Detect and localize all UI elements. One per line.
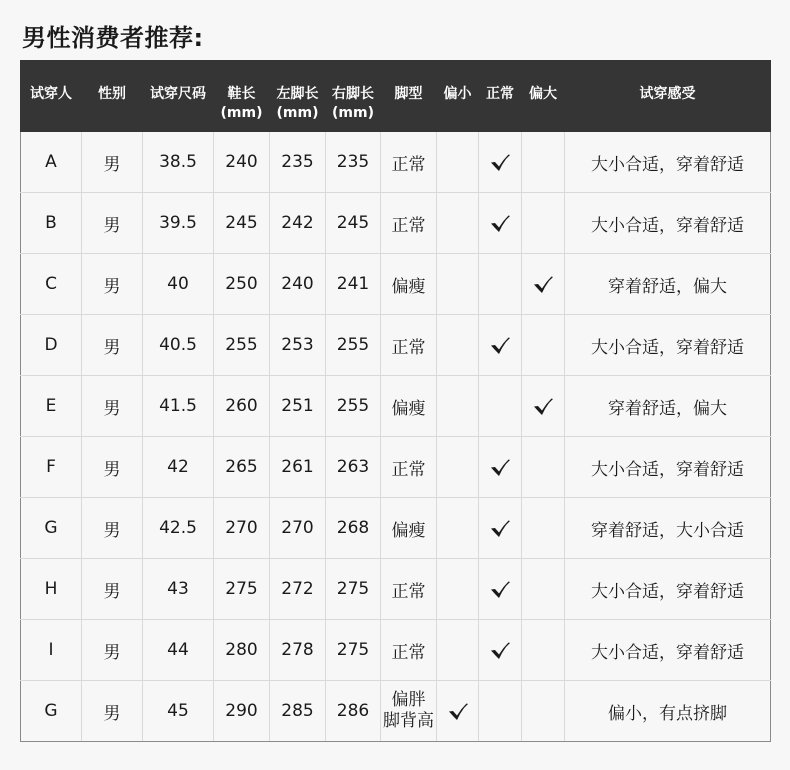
column-header-label: 试穿感受	[639, 86, 696, 102]
cell-fit-small	[437, 132, 479, 193]
checkmark-icon	[532, 395, 554, 417]
column-header-foot_type	[381, 61, 437, 132]
cell-fit-normal	[479, 437, 522, 498]
cell-feeling: 偏小，有点挤脚	[565, 681, 771, 742]
cell-fit-small	[437, 498, 479, 559]
cell-fit-large	[522, 315, 565, 376]
cell-left-foot-length: 285	[270, 681, 326, 742]
cell-right-foot-length: 235	[326, 132, 381, 193]
cell-tester: E	[21, 376, 82, 437]
cell-size: 42.5	[143, 498, 214, 559]
cell-fit-normal	[479, 132, 522, 193]
column-header-large	[522, 61, 565, 132]
foot-type-label: 偏瘦	[391, 398, 426, 419]
checkmark-icon	[489, 517, 511, 539]
cell-size: 44	[143, 620, 214, 681]
cell-size: 43	[143, 559, 214, 620]
cell-size: 39.5	[143, 193, 214, 254]
column-header-label: 试穿尺码	[150, 86, 206, 102]
column-header-label: (mm)	[276, 105, 319, 121]
column-header-label: 试穿人	[30, 86, 72, 102]
checkmark-icon	[489, 151, 511, 173]
cell-right-foot-length: 263	[326, 437, 381, 498]
column-header-label: 脚型	[394, 86, 423, 102]
column-header-small	[437, 61, 479, 132]
cell-shoe-length: 265	[214, 437, 270, 498]
cell-feeling: 穿着舒适，偏大	[565, 376, 771, 437]
cell-fit-large	[522, 132, 565, 193]
table-row	[21, 559, 771, 620]
cell-left-foot-length: 251	[270, 376, 326, 437]
cell-tester: F	[21, 437, 82, 498]
cell-fit-normal	[479, 681, 522, 742]
table-row	[21, 315, 771, 376]
table-row	[21, 681, 771, 742]
foot-type-label: 正常	[391, 581, 426, 602]
foot-type-label: 偏胖	[391, 690, 426, 710]
column-header-label: 偏小	[443, 86, 472, 102]
checkmark-icon	[489, 334, 511, 356]
cell-fit-small	[437, 620, 479, 681]
cell-foot-type	[381, 132, 437, 193]
cell-left-foot-length: 240	[270, 254, 326, 315]
cell-fit-normal	[479, 376, 522, 437]
cell-foot-type	[381, 254, 437, 315]
cell-fit-large	[522, 376, 565, 437]
fit-table	[20, 60, 771, 742]
cell-right-foot-length: 268	[326, 498, 381, 559]
cell-gender: 男	[82, 193, 143, 254]
cell-gender: 男	[82, 254, 143, 315]
cell-shoe-length: 260	[214, 376, 270, 437]
cell-fit-large	[522, 681, 565, 742]
cell-left-foot-length: 261	[270, 437, 326, 498]
cell-right-foot-length: 255	[326, 315, 381, 376]
cell-gender: 男	[82, 132, 143, 193]
cell-right-foot-length: 255	[326, 376, 381, 437]
cell-right-foot-length: 275	[326, 559, 381, 620]
column-header-right_len	[326, 61, 381, 132]
cell-fit-small	[437, 681, 479, 742]
checkmark-icon	[447, 700, 469, 722]
table-row	[21, 132, 771, 193]
cell-gender: 男	[82, 559, 143, 620]
cell-left-foot-length: 242	[270, 193, 326, 254]
cell-left-foot-length: 272	[270, 559, 326, 620]
cell-feeling: 穿着舒适，大小合适	[565, 498, 771, 559]
cell-feeling: 大小合适，穿着舒适	[565, 132, 771, 193]
cell-feeling: 大小合适，穿着舒适	[565, 315, 771, 376]
column-header-label: 正常	[486, 86, 514, 102]
cell-fit-small	[437, 193, 479, 254]
checkmark-icon	[489, 639, 511, 661]
cell-fit-large	[522, 437, 565, 498]
cell-tester: D	[21, 315, 82, 376]
cell-tester: C	[21, 254, 82, 315]
cell-fit-small	[437, 254, 479, 315]
cell-size: 40.5	[143, 315, 214, 376]
cell-feeling: 大小合适，穿着舒适	[565, 437, 771, 498]
column-header-feeling	[565, 61, 771, 132]
cell-foot-type	[381, 498, 437, 559]
cell-foot-type	[381, 315, 437, 376]
cell-foot-type	[381, 620, 437, 681]
cell-shoe-length: 250	[214, 254, 270, 315]
column-header-label: 左脚长	[276, 86, 319, 102]
cell-fit-normal	[479, 620, 522, 681]
foot-type-label: 正常	[391, 154, 426, 175]
cell-fit-large	[522, 559, 565, 620]
cell-size: 45	[143, 681, 214, 742]
cell-fit-normal	[479, 193, 522, 254]
cell-feeling: 大小合适，穿着舒适	[565, 193, 771, 254]
cell-fit-normal	[479, 559, 522, 620]
cell-left-foot-length: 235	[270, 132, 326, 193]
cell-gender: 男	[82, 315, 143, 376]
foot-type-label: 正常	[391, 642, 426, 663]
foot-type-label: 正常	[391, 459, 426, 480]
cell-feeling: 穿着舒适，偏大	[565, 254, 771, 315]
foot-type-label: 偏瘦	[391, 276, 426, 297]
table-row	[21, 376, 771, 437]
column-header-label: 右脚长	[332, 86, 374, 102]
cell-fit-small	[437, 437, 479, 498]
column-header-shoe_len	[214, 61, 270, 132]
cell-gender: 男	[82, 376, 143, 437]
column-header-tester	[21, 61, 82, 132]
table-row	[21, 498, 771, 559]
checkmark-icon	[489, 456, 511, 478]
cell-size: 42	[143, 437, 214, 498]
foot-type-label: 脚背高	[383, 711, 434, 731]
cell-tester: H	[21, 559, 82, 620]
column-header-label: 鞋长	[227, 86, 256, 102]
cell-tester: I	[21, 620, 82, 681]
cell-fit-small	[437, 315, 479, 376]
cell-feeling: 大小合适，穿着舒适	[565, 559, 771, 620]
table-row	[21, 437, 771, 498]
cell-fit-normal	[479, 315, 522, 376]
cell-gender: 男	[82, 498, 143, 559]
cell-fit-large	[522, 620, 565, 681]
cell-gender: 男	[82, 620, 143, 681]
checkmark-icon	[489, 578, 511, 600]
table-row	[21, 620, 771, 681]
cell-size: 41.5	[143, 376, 214, 437]
cell-foot-type	[381, 376, 437, 437]
cell-foot-type	[381, 437, 437, 498]
cell-shoe-length: 280	[214, 620, 270, 681]
cell-shoe-length: 290	[214, 681, 270, 742]
cell-fit-small	[437, 376, 479, 437]
column-header-left_len	[270, 61, 326, 132]
cell-foot-type	[381, 193, 437, 254]
checkmark-icon	[489, 212, 511, 234]
cell-left-foot-length: 270	[270, 498, 326, 559]
cell-size: 40	[143, 254, 214, 315]
foot-type-label: 正常	[391, 337, 426, 358]
column-header-label: (mm)	[332, 105, 374, 121]
cell-fit-small	[437, 559, 479, 620]
cell-right-foot-length: 275	[326, 620, 381, 681]
cell-gender: 男	[82, 681, 143, 742]
column-header-gender	[82, 61, 143, 132]
cell-shoe-length: 255	[214, 315, 270, 376]
column-header-label: (mm)	[220, 105, 263, 121]
cell-tester: G	[21, 681, 82, 742]
column-header-normal	[479, 61, 522, 132]
cell-tester: A	[21, 132, 82, 193]
cell-fit-normal	[479, 254, 522, 315]
cell-tester: B	[21, 193, 82, 254]
foot-type-label: 偏瘦	[391, 520, 426, 541]
column-header-label: 性别	[98, 86, 126, 102]
cell-fit-large	[522, 254, 565, 315]
cell-gender: 男	[82, 437, 143, 498]
cell-shoe-length: 240	[214, 132, 270, 193]
column-header-size	[143, 61, 214, 132]
foot-type-label: 正常	[391, 215, 426, 236]
cell-shoe-length: 270	[214, 498, 270, 559]
cell-fit-normal	[479, 498, 522, 559]
cell-foot-type	[381, 559, 437, 620]
cell-feeling: 大小合适，穿着舒适	[565, 620, 771, 681]
checkmark-icon	[532, 273, 554, 295]
cell-fit-large	[522, 498, 565, 559]
table-row	[21, 193, 771, 254]
cell-fit-large	[522, 193, 565, 254]
table-header-row	[21, 61, 771, 132]
cell-shoe-length: 275	[214, 559, 270, 620]
cell-size: 38.5	[143, 132, 214, 193]
table-row	[21, 254, 771, 315]
cell-left-foot-length: 278	[270, 620, 326, 681]
column-header-label: 偏大	[529, 86, 557, 102]
cell-right-foot-length: 286	[326, 681, 381, 742]
cell-right-foot-length: 241	[326, 254, 381, 315]
cell-foot-type	[381, 681, 437, 742]
cell-left-foot-length: 253	[270, 315, 326, 376]
cell-right-foot-length: 245	[326, 193, 381, 254]
table-body	[21, 132, 771, 742]
page-title: 男性消费者推荐:	[22, 24, 204, 52]
cell-tester: G	[21, 498, 82, 559]
cell-shoe-length: 245	[214, 193, 270, 254]
